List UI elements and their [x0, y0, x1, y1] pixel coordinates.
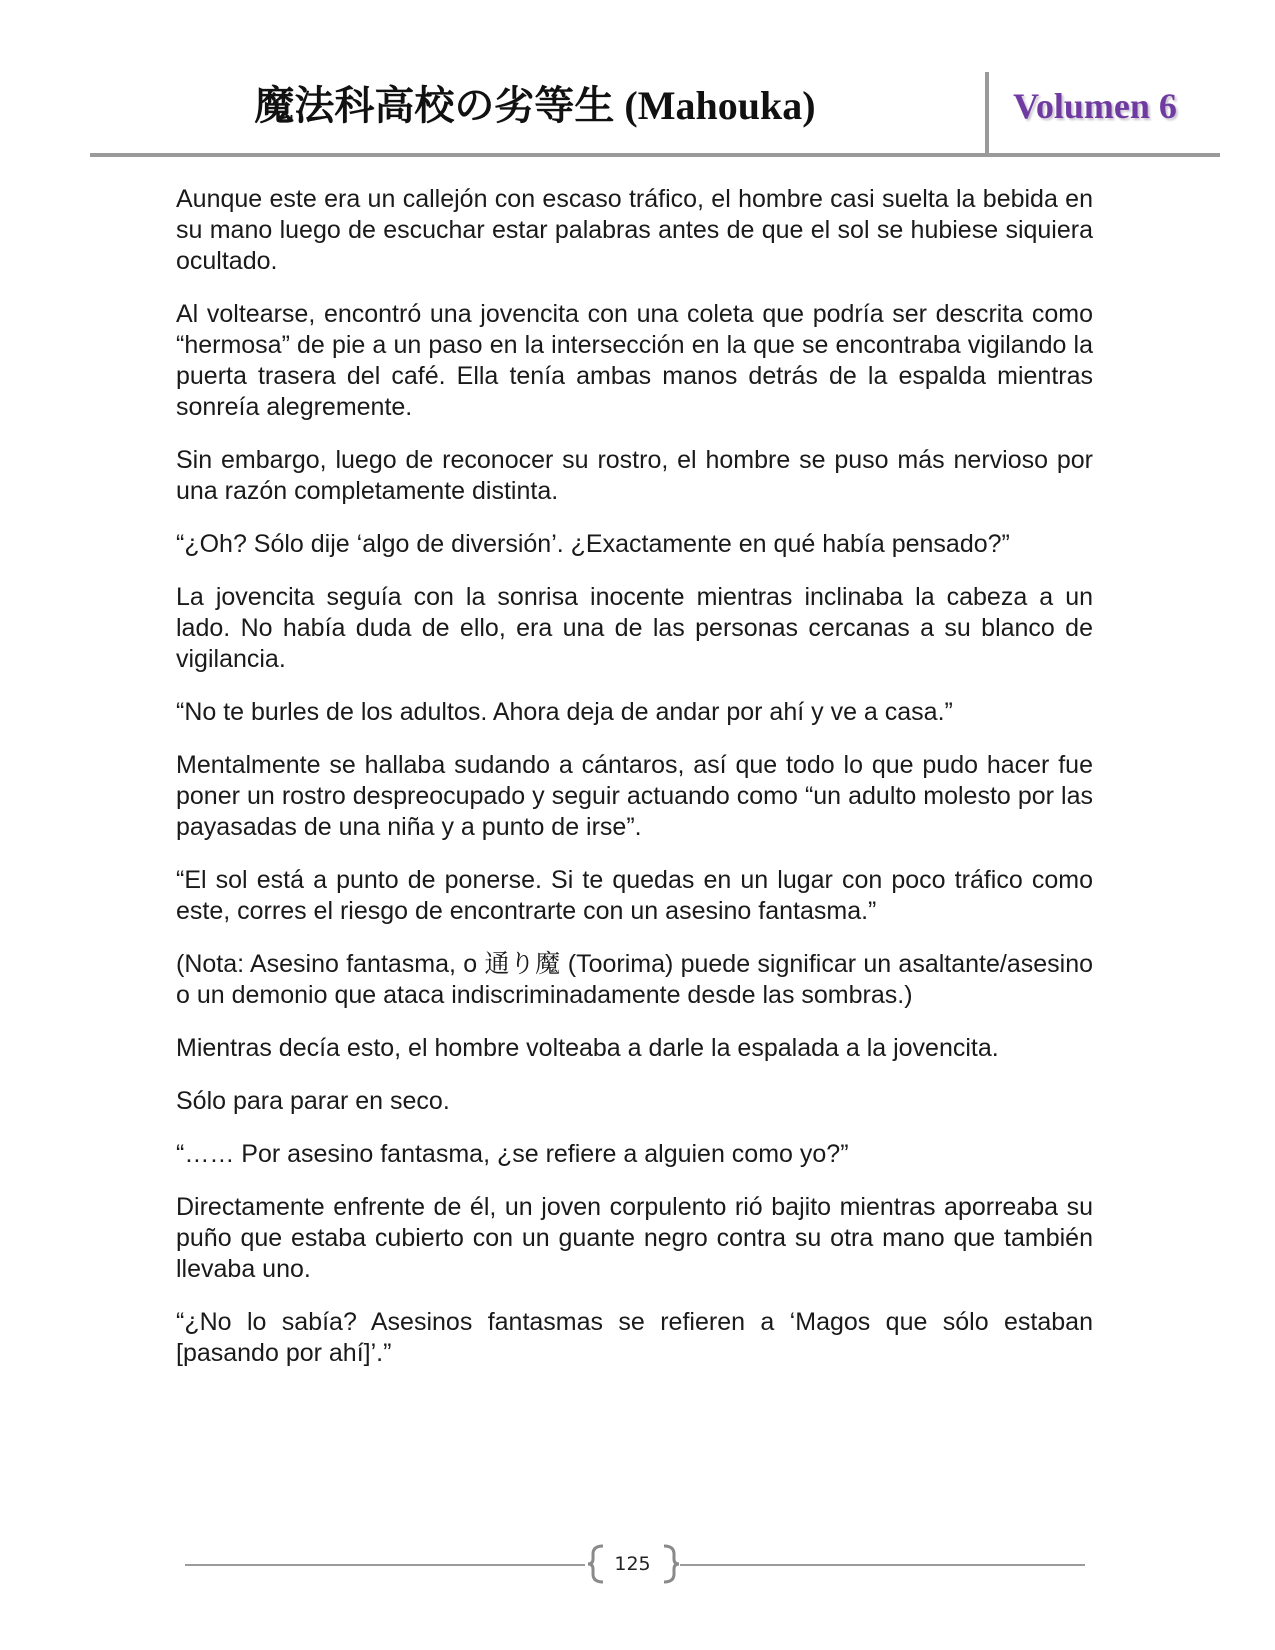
paragraph: Mentalmente se hallaba sudando a cántaros, así que todo lo que pudo hacer fue poner un rostro despreocupado y seguir actuando como “un adulto molesto por las payasadas de una niña y a punto de irse”. — [176, 751, 1093, 841]
page-header — [0, 0, 1275, 160]
paragraph: Directamente enfrente de él, un joven corpulento rió bajito mientras aporreaba su puño que estaba cubierto con un guante negro contra su otra mano que también llevaba uno. — [176, 1193, 1093, 1283]
paragraph: Mientras decía esto, el hombre volteaba a darle la espalada a la jovencita. — [176, 1034, 999, 1062]
footer-rule-left — [185, 1564, 585, 1566]
paragraph: Al voltearse, encontró una jovencita con una coleta que podría ser descrita como “hermosa” de pie a un paso en la intersección en la que se encontraba vigilando la puerta trasera del café. Ella tenía ambas manos detrás de la espalda mientras sonreía alegremente. — [176, 300, 1093, 421]
paragraph: Aunque este era un callejón con escaso tráfico, el hombre casi suelta la bebida en su mano luego de escuchar estar palabras antes de que el sol se hubiese siquiera ocultado. — [176, 185, 1093, 275]
paragraph: “¿No lo sabía? Asesinos fantasmas se refieren a ‘Magos que sólo estaban [pasando por ahí]’.” — [176, 1308, 1093, 1367]
paragraph: “…… Por asesino fantasma, ¿se refiere a alguien como yo?” — [176, 1140, 849, 1168]
paragraph: “No te burles de los adultos. Ahora deja de andar por ahí y ve a casa.” — [176, 698, 953, 726]
left-brace-icon — [585, 1544, 607, 1584]
paragraph: Sólo para parar en seco. — [176, 1087, 450, 1115]
page-footer — [0, 1540, 1275, 1590]
volume-label: Volumen 6 — [1013, 86, 1177, 126]
paragraph: Sin embargo, luego de reconocer su rostro, el hombre se puso más nervioso por una razón completamente distinta. — [176, 446, 1093, 505]
book-title: 魔法科高校の劣等生 (Mahouka) — [254, 83, 816, 128]
paragraph: La jovencita seguía con la sonrisa inocente mientras inclinaba la cabeza a un lado. No había duda de ello, era una de las personas cercanas a su blanco de vigilancia. — [176, 583, 1093, 673]
paragraph: “¿Oh? Sólo dije ‘algo de diversión’. ¿Exactamente en qué había pensado?” — [176, 530, 1010, 558]
page-body — [176, 184, 1093, 1391]
header-rule — [90, 153, 1220, 157]
translator-note: (Nota: Asesino fantasma, o 通り魔 (Toorima) puede significar un asaltante/asesino o un demonio que ataca indiscriminadamente desde las sombras.) — [176, 950, 1093, 1009]
right-brace-icon — [660, 1544, 682, 1584]
page-number: 125 — [614, 1553, 651, 1575]
header-divider — [985, 72, 989, 156]
paragraph: “El sol está a punto de ponerse. Si te quedas en un lugar con poco tráfico como este, corres el riesgo de encontrarte con un asesino fantasma.” — [176, 866, 1093, 925]
footer-rule-right — [680, 1564, 1085, 1566]
